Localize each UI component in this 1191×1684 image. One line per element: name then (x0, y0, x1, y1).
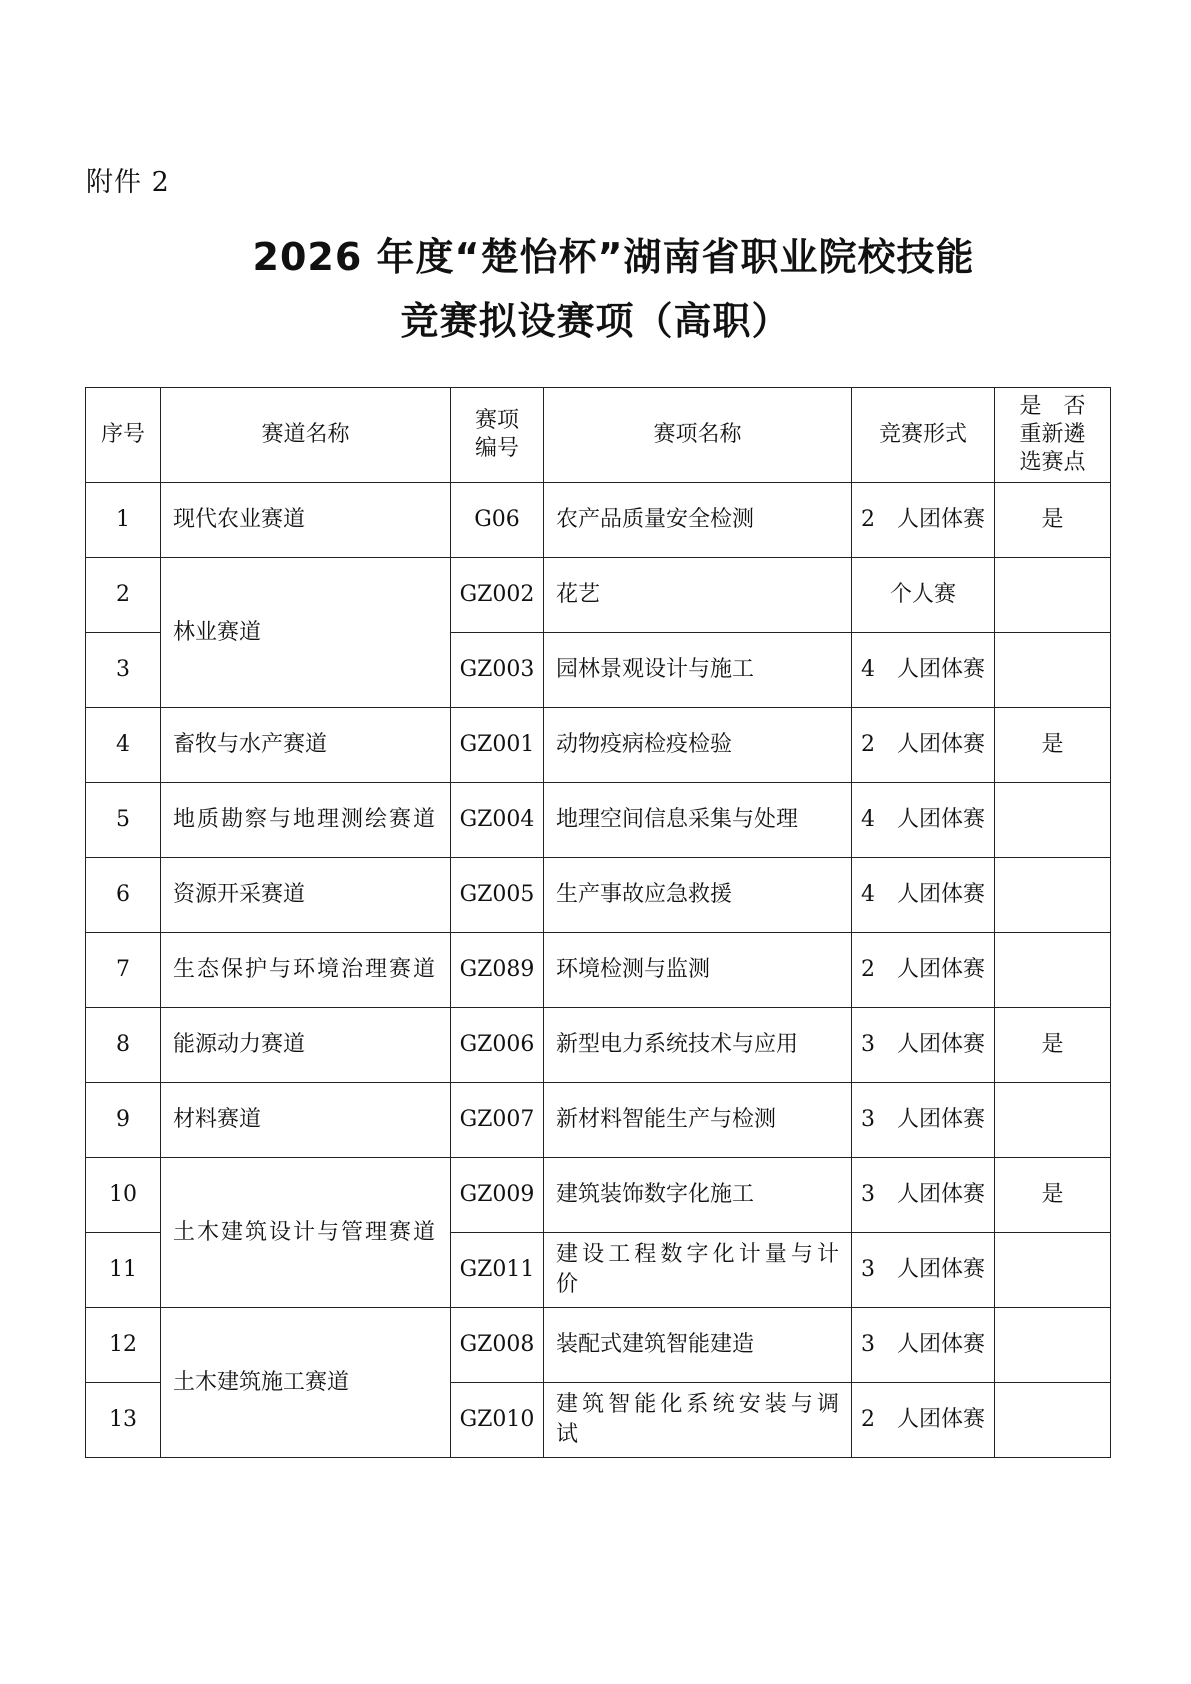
cell-form: 3 人团体赛 (852, 1308, 995, 1383)
cell-seq: 10 (86, 1158, 161, 1233)
cell-event: 装配式建筑智能建造 (544, 1308, 852, 1383)
header-reselect (995, 388, 1111, 483)
header-event: 赛项名称 (544, 388, 852, 483)
cell-event: 园林景观设计与施工 (544, 633, 852, 708)
cell-form: 4 人团体赛 (852, 783, 995, 858)
cell-seq: 6 (86, 858, 161, 933)
cell-track: 生态保护与环境治理赛道 (161, 933, 451, 1008)
header-track: 赛道名称 (161, 388, 451, 483)
cell-code: GZ009 (451, 1158, 544, 1233)
cell-event: 动物疫病检疫检验 (544, 708, 852, 783)
cell-event: 建筑装饰数字化施工 (544, 1158, 852, 1233)
cell-seq: 12 (86, 1308, 161, 1383)
cell-seq: 2 (86, 558, 161, 633)
cell-code: GZ008 (451, 1308, 544, 1383)
cell-form: 3 人团体赛 (852, 1008, 995, 1083)
cell-event: 新材料智能生产与检测 (544, 1083, 852, 1158)
cell-reselect: 是 (995, 708, 1111, 783)
cell-code: GZ004 (451, 783, 544, 858)
cell-code: GZ011 (451, 1233, 544, 1308)
cell-reselect (995, 1233, 1111, 1308)
cell-code: GZ005 (451, 858, 544, 933)
cell-reselect (995, 633, 1111, 708)
cell-form: 4 人团体赛 (852, 858, 995, 933)
header-code-line1: 赛项 (474, 408, 519, 433)
cell-code: G06 (451, 483, 544, 558)
header-code (451, 388, 544, 483)
cell-reselect: 是 (995, 483, 1111, 558)
cell-seq: 5 (86, 783, 161, 858)
table-row (86, 1083, 1111, 1158)
cell-seq: 4 (86, 708, 161, 783)
header-reselect-line2: 重新遴 (1019, 422, 1086, 447)
cell-reselect (995, 558, 1111, 633)
cell-code: GZ002 (451, 558, 544, 633)
cell-seq: 13 (86, 1383, 161, 1458)
cell-track: 现代农业赛道 (161, 483, 451, 558)
cell-track: 地质勘察与地理测绘赛道 (161, 783, 451, 858)
cell-code: GZ003 (451, 633, 544, 708)
cell-track: 林业赛道 (161, 558, 451, 708)
cell-form: 个人赛 (852, 558, 995, 633)
cell-seq: 9 (86, 1083, 161, 1158)
cell-track: 材料赛道 (161, 1083, 451, 1158)
header-form: 竞赛形式 (852, 388, 995, 483)
cell-event: 生产事故应急救援 (544, 858, 852, 933)
cell-reselect (995, 1308, 1111, 1383)
page-title-line1: 2026 年度“楚怡杯”湖南省职业院校技能 (252, 235, 975, 279)
cell-track: 土木建筑设计与管理赛道 (161, 1158, 451, 1308)
events-table (85, 387, 1111, 1458)
cell-event: 环境检测与监测 (544, 933, 852, 1008)
cell-form: 2 人团体赛 (852, 933, 995, 1008)
table-header-row (86, 388, 1111, 483)
cell-reselect (995, 858, 1111, 933)
table-row (86, 1008, 1111, 1083)
cell-reselect: 是 (995, 1008, 1111, 1083)
cell-form: 3 人团体赛 (852, 1158, 995, 1233)
header-seq: 序号 (86, 388, 161, 483)
header-reselect-line1: 是 否 (1019, 394, 1086, 419)
cell-track: 能源动力赛道 (161, 1008, 451, 1083)
cell-track: 资源开采赛道 (161, 858, 451, 933)
header-reselect-line3: 选赛点 (1019, 450, 1086, 475)
cell-reselect (995, 1083, 1111, 1158)
cell-code: GZ001 (451, 708, 544, 783)
cell-seq: 1 (86, 483, 161, 558)
cell-code: GZ007 (451, 1083, 544, 1158)
table-row (86, 483, 1111, 558)
cell-reselect (995, 1383, 1111, 1458)
cell-form: 2 人团体赛 (852, 483, 995, 558)
cell-seq: 8 (86, 1008, 161, 1083)
header-code-line2: 编号 (474, 436, 519, 461)
cell-event: 新型电力系统技术与应用 (544, 1008, 852, 1083)
page-title-line2: 竞赛拟设赛项（高职） (400, 299, 791, 343)
cell-event: 农产品质量安全检测 (544, 483, 852, 558)
cell-code: GZ006 (451, 1008, 544, 1083)
cell-event: 地理空间信息采集与处理 (544, 783, 852, 858)
table-row (86, 858, 1111, 933)
cell-event: 建设工程数字化计量与计价 (544, 1233, 852, 1308)
cell-seq: 7 (86, 933, 161, 1008)
table-row (86, 708, 1111, 783)
table-row (86, 1158, 1111, 1233)
attachment-label: 附件 2 (86, 167, 170, 198)
cell-event: 花艺 (544, 558, 852, 633)
table-row (86, 558, 1111, 633)
cell-reselect (995, 933, 1111, 1008)
cell-seq: 3 (86, 633, 161, 708)
cell-form: 3 人团体赛 (852, 1083, 995, 1158)
cell-event: 建筑智能化系统安装与调试 (544, 1383, 852, 1458)
cell-code: GZ010 (451, 1383, 544, 1458)
cell-reselect (995, 783, 1111, 858)
cell-form: 4 人团体赛 (852, 633, 995, 708)
cell-form: 2 人团体赛 (852, 1383, 995, 1458)
cell-form: 3 人团体赛 (852, 1233, 995, 1308)
table-row (86, 1308, 1111, 1383)
table-row (86, 933, 1111, 1008)
cell-code: GZ089 (451, 933, 544, 1008)
cell-reselect: 是 (995, 1158, 1111, 1233)
cell-track: 畜牧与水产赛道 (161, 708, 451, 783)
cell-seq: 11 (86, 1233, 161, 1308)
table-row (86, 783, 1111, 858)
cell-track: 土木建筑施工赛道 (161, 1308, 451, 1458)
cell-form: 2 人团体赛 (852, 708, 995, 783)
